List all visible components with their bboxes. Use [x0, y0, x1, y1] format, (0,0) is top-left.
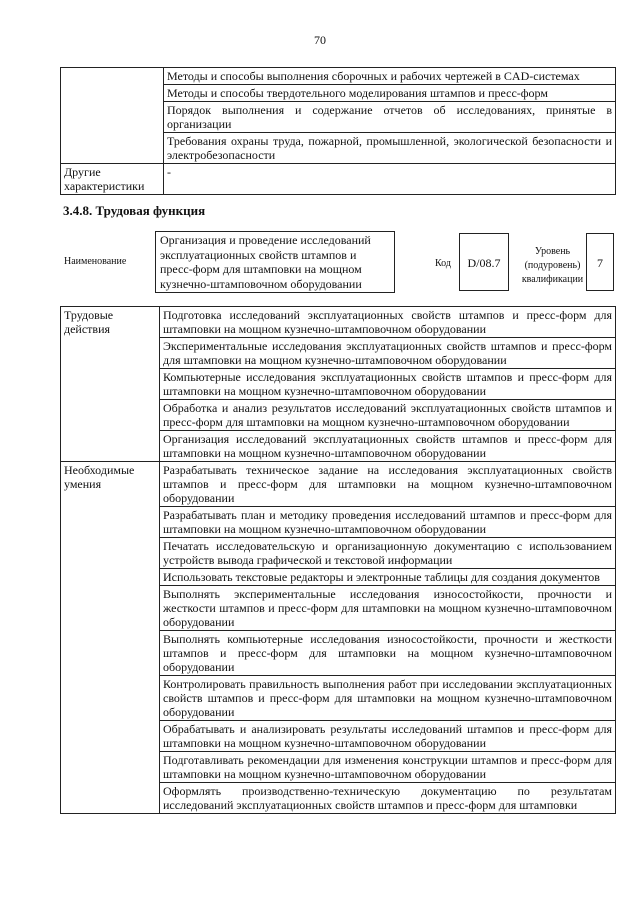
table-cell: Методы и способы выполнения сборочных и рабочих чертежей в CAD-системах	[164, 68, 616, 85]
labor-action: Экспериментальные исследования эксплуатационных свойств штампов и пресс-форм для штамповки на мощном кузнечно-штамповочном оборудовании	[160, 338, 616, 369]
function-code: D/08.7	[459, 233, 509, 291]
skill: Выполнять экспериментальные исследования износостойкости, прочности и жесткости штампов и пресс-форм для штамповки на мощном кузнечно-штамповочном оборудовании	[160, 586, 616, 631]
section-heading: 3.4.8. Трудовая функция	[63, 203, 206, 218]
page-number: 70	[314, 33, 326, 47]
table-cell: Методы и способы твердотельного моделирования штампов и пресс-форм	[164, 85, 616, 102]
skill: Подготавливать рекомендации для изменения конструкции штампов и пресс-форм для штамповки на мощном кузнечно-штамповочном оборудовании	[160, 752, 616, 783]
skill: Выполнять компьютерные исследования износостойкости, прочности и жесткости штампов и пресс-форм для штамповки на мощном кузнечно-штамповочном оборудовании	[160, 631, 616, 676]
other-characteristics-label: Другие характеристики	[61, 164, 164, 195]
labor-actions-label: Трудовые действия	[61, 307, 160, 462]
table-cell: Требования охраны труда, пожарной, промышленной, экологической безопасности и электробезопасности	[164, 133, 616, 164]
table-cell: -	[164, 164, 616, 195]
skill: Обрабатывать и анализировать результаты исследований штампов и пресс-форм для штамповки на мощном кузнечно-штамповочном оборудовании	[160, 721, 616, 752]
row-label-empty	[61, 68, 164, 164]
function-header	[60, 228, 616, 298]
labor-action: Обработка и анализ результатов исследований эксплуатационных свойств штампов и пресс-форм для штамповки на мощном кузнечно-штамповочном оборудовании	[160, 400, 616, 431]
skill: Печатать исследовательскую и организационную документацию с использованием устройств вывода графической и текстовой информации	[160, 538, 616, 569]
labor-action: Организация исследований эксплуатационных свойств штампов и пресс-форм для штамповки на мощном кузнечно-штамповочном оборудовании	[160, 431, 616, 462]
function-name: Организация и проведение исследований эксплуатационных свойств штампов и пресс-форм для штамповки на мощном кузнечно-штамповочном оборудовании	[155, 231, 395, 293]
labor-action: Подготовка исследований эксплуатационных свойств штампов и пресс-форм для штамповки на мощном кузнечно-штамповочном оборудовании	[160, 307, 616, 338]
table-row	[61, 307, 616, 338]
top-table	[60, 67, 616, 195]
skills-label: Необходимые умения	[61, 462, 160, 814]
main-table	[60, 306, 616, 814]
labor-action: Компьютерные исследования эксплуатационных свойств штампов и пресс-форм для штамповки на мощном кузнечно-штамповочном оборудовании	[160, 369, 616, 400]
name-label: Наименование	[64, 256, 127, 267]
skill: Оформлять производственно-техническую документацию по результатам исследований эксплуатационных свойств штампов и пресс-форм для штамповки	[160, 783, 616, 814]
qualification-level: 7	[586, 233, 614, 291]
skill: Использовать текстовые редакторы и электронные таблицы для создания документов	[160, 569, 616, 586]
code-label: Код	[435, 258, 451, 269]
table-cell: Порядок выполнения и содержание отчетов об исследованиях, принятые в организации	[164, 102, 616, 133]
table-row	[61, 462, 616, 507]
skill: Разрабатывать техническое задание на исследования эксплуатационных свойств штампов и пресс-форм для штамповки на мощном кузнечно-штамповочном оборудовании	[160, 462, 616, 507]
skill: Контролировать правильность выполнения работ при исследовании эксплуатационных свойств штампов и пресс-форм для штамповки на мощном кузнечно-штамповочном оборудовании	[160, 676, 616, 721]
table-row	[61, 164, 616, 195]
skill: Разрабатывать план и методику проведения исследований штампов и пресс-форм для штамповки на мощном кузнечно-штамповочном оборудовании	[160, 507, 616, 538]
table-row	[61, 68, 616, 85]
level-label: Уровень (подуровень) квалификации	[521, 246, 584, 285]
